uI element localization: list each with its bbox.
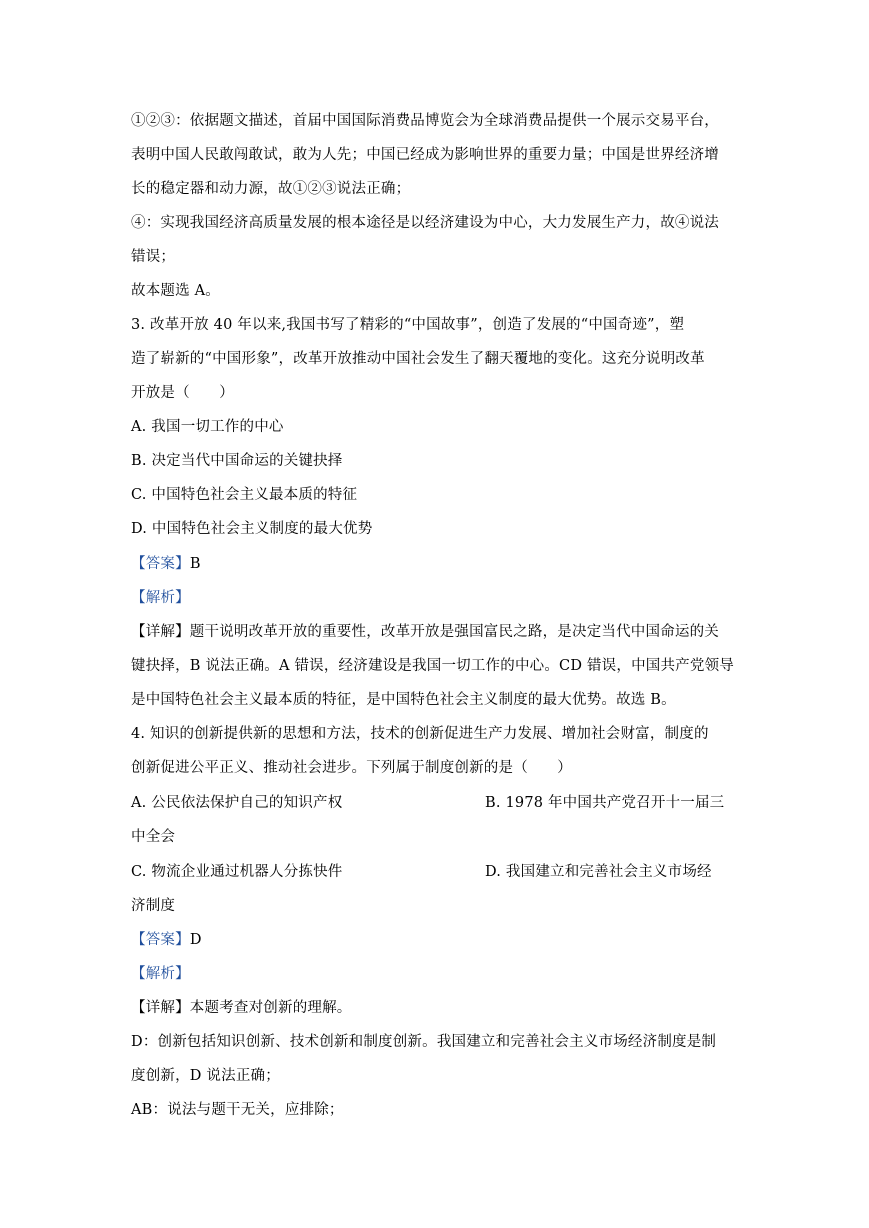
q4-stem-line-2: 创新促进公平正义、推动社会进步。下列属于制度创新的是（ ） [131,760,572,776]
q4-option-d-continued: 济制度 [131,898,176,914]
q3-analysis-tag [131,588,190,608]
q3-stem-line-1: 3. 改革开放 40 年以来,我国书写了精彩的“中国故事”，创造了发展的“中国奇迹”，塑 [131,317,685,333]
q4-option-b-continued: 中全会 [131,829,176,845]
q4-stem-line-1: 4. 知识的创新提供新的思想和方法，技术的创新促进生产力发展、增加社会财富，制度的 [131,726,709,742]
q4-answer [131,930,202,950]
q2-analysis-line-5: 错误； [131,249,176,265]
q3-stem-line-3: 开放是（ ） [131,385,234,401]
q3-analysis-label: 【解析】 [131,590,190,606]
q3-detail-line-2: 键抉择，B 说法正确。A 错误，经济建设是我国一切工作的中心。CD 错误，中国共产党领导 [131,658,734,674]
q4-detail-line-1: 【详解】本题考查对创新的理解。 [131,1000,352,1016]
q3-answer-tag: 【答案】 [131,556,190,572]
q2-analysis-line-4: ④：实现我国经济高质量发展的根本途径是以经济建设为中心，大力发展生产力，故④说法 [131,215,719,231]
q3-detail-line-1: 【详解】题干说明改革开放的重要性，改革开放是强国富民之路，是决定当代中国命运的关 [131,624,719,640]
q2-analysis-line-3: 长的稳定器和动力源，故①②③说法正确； [131,181,411,197]
q3-option-b: B. 决定当代中国命运的关键抉择 [131,453,343,469]
q3-answer-value: B [189,556,201,572]
q3-stem-line-2: 造了崭新的“中国形象”，改革开放推动中国社会发生了翻天覆地的变化。这充分说明改革 [131,351,705,367]
q2-analysis-line-2: 表明中国人民敢闯敢试，敢为人先；中国已经成为影响世界的重要力量；中国是世界经济增 [131,147,719,163]
q3-option-c: C. 中国特色社会主义最本质的特征 [131,487,358,503]
q4-option-b: B. 1978 年中国共产党召开十一届三 [485,795,725,811]
q4-detail-line-4: AB：说法与题干无关，应排除； [131,1102,344,1118]
q3-option-d: D. 中国特色社会主义制度的最大优势 [131,521,373,537]
q2-analysis-line-1: ①②③：依据题文描述，首届中国国际消费品博览会为全球消费品提供一个展示交易平台， [131,113,719,129]
q3-answer [131,554,201,574]
q4-option-a: A. 公民依法保护自己的知识产权 [131,795,343,811]
q2-conclusion: 故本题选 A。 [131,283,220,299]
q4-option-d: D. 我国建立和完善社会主义市场经 [485,864,712,880]
q4-detail-line-3: 度创新，D 说法正确； [131,1068,280,1084]
q4-answer-value: D [189,932,202,948]
q4-analysis-label: 【解析】 [131,966,190,982]
q4-analysis-tag [131,964,190,984]
q4-answer-tag: 【答案】 [131,932,190,948]
q4-detail-line-2: D：创新包括知识创新、技术创新和制度创新。我国建立和完善社会主义市场经济制度是制 [131,1034,717,1050]
q3-option-a: A. 我国一切工作的中心 [131,419,284,435]
q4-option-c: C. 物流企业通过机器人分拣快件 [131,864,343,880]
q3-detail-line-3: 是中国特色社会主义最本质的特征，是中国特色社会主义制度的最大优势。故选 B。 [131,692,676,708]
